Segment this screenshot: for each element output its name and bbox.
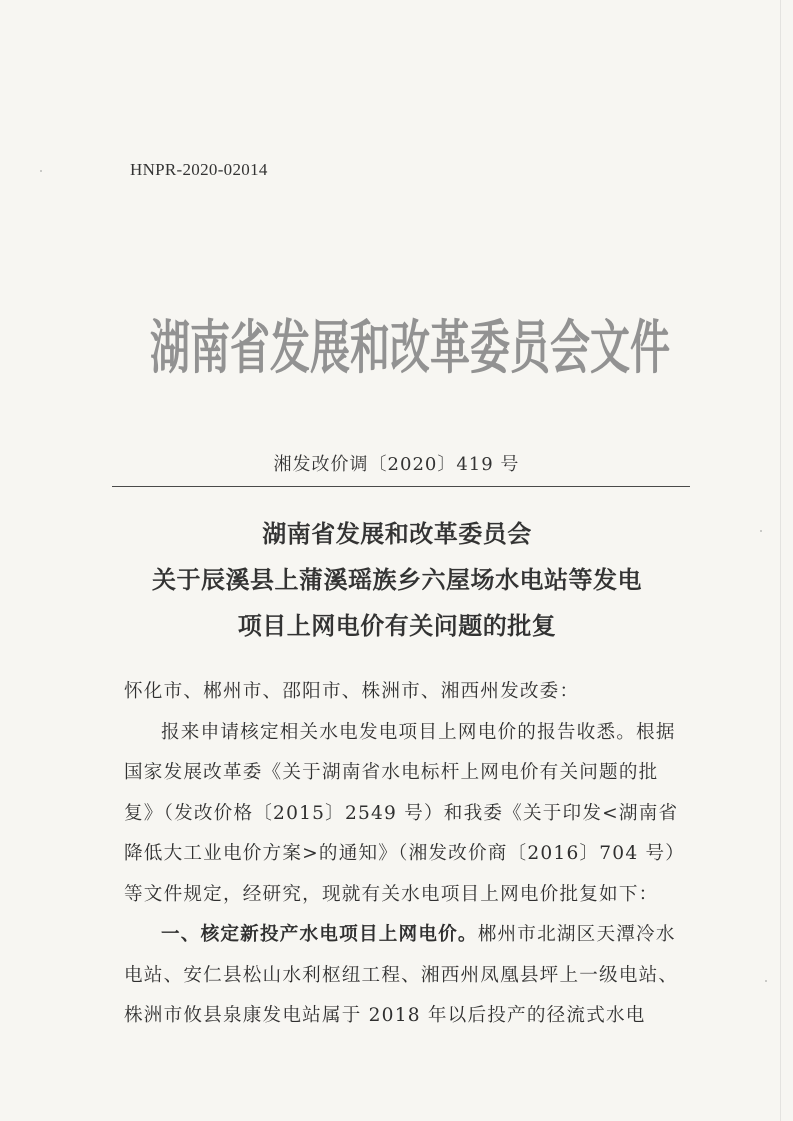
scan-speck [765, 980, 767, 982]
addressee: 怀化市、郴州市、邵阳市、株洲市、湘西州发改委： [124, 681, 580, 702]
paragraph-2-lead: 一、核定新投产水电项目上网电价。 [161, 924, 478, 945]
header-divider [112, 486, 690, 487]
scan-speck [760, 530, 762, 532]
issuer-heading: 湖南省发展和改革委员会文件 [150, 315, 670, 382]
title-line-1: 湖南省发展和改革委员会 [262, 520, 532, 548]
paragraph-1: 报来申请核定相关水电发电项目上网电价的报告收悉。根据国家发展改革委《关于湖南省水电标杆上网电价有关问题的批复》（发改价格〔2015〕2549 号）和我委《关于印发<湖南省降低大工业电价方案>的通知》（湘发改价商〔2016〕704 号）等文件规定，经研究，现就有关水电项目上网电价批复如下： [124, 721, 679, 905]
title-line-2: 关于辰溪县上蒲溪瑶族乡六屋场水电站等发电 [152, 566, 642, 594]
paragraph-2 [124, 915, 684, 1037]
document-body [124, 672, 684, 1037]
scan-speck [40, 170, 42, 172]
title-line-3: 项目上网电价有关问题的批复 [237, 612, 557, 640]
document-number: 湘发改价调〔2020〕419 号 [273, 454, 520, 475]
paragraph-2-rest: 郴州市北湖区天潭冷水电站、安仁县松山水利枢纽工程、湘西州凤凰县坪上一级电站、株洲市攸县泉康发电站属于 2018 年以后投产的径流式水电 [124, 924, 679, 1026]
document-code: HNPR-2020-02014 [130, 160, 268, 179]
scan-edge [780, 0, 781, 1121]
